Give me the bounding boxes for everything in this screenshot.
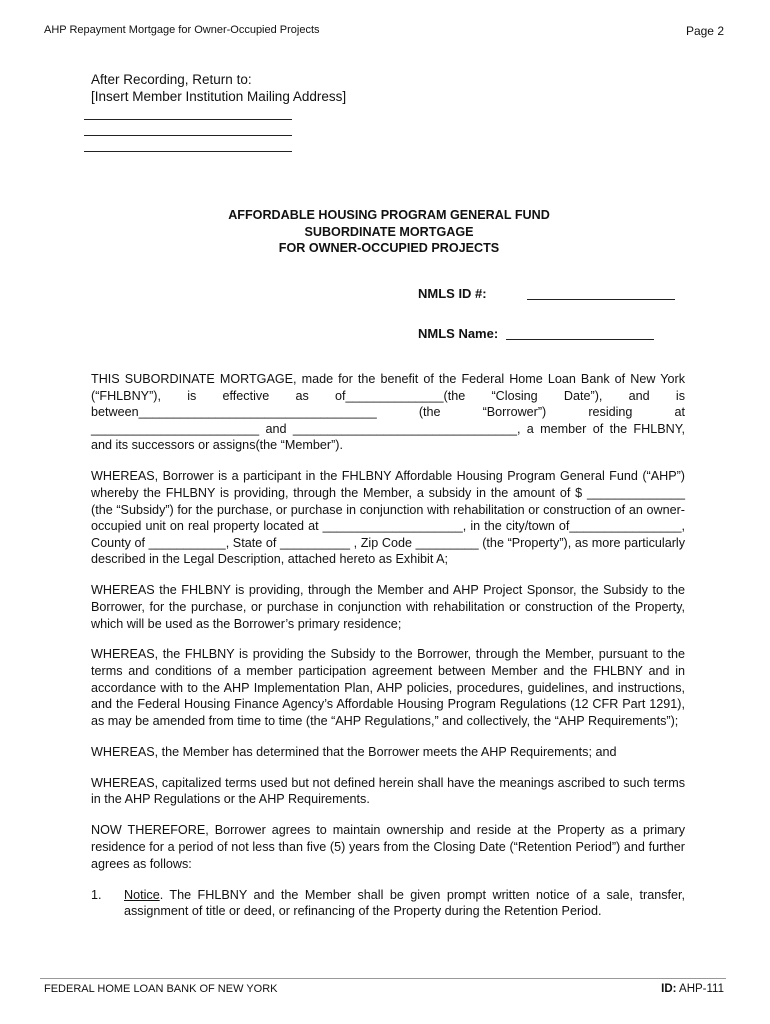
paragraph-whereas-subsidy: WHEREAS, Borrower is a participant in the FHLBNY Affordable Housing Program General Fund (“AHP”) whereby the FHLBNY is providing, through the Member, a subsidy in the amount of $ ______________ (the “Subsidy”) for the purchase, or purchase in conjunction with rehabilitation or construction of an owner-occupied unit on real property located at ____________________, in the city/town of________________, County of ___________, State of __________ , Zip Code _________ (the “Property”), as more particularly described in the Legal Description, attached hereto as Exhibit A;	[91, 469, 685, 567]
paragraph-preamble: THIS SUBORDINATE MORTGAGE, made for the benefit of the Federal Home Loan Bank of New York (“FHLBNY”), is effective as of______________(the “Closing Date”), and is between__________________________________ (the “Borrower”) residing at ________________________ and ________________________________, a member of the FHLBNY, and its successors or assigns(the “Member”).	[91, 372, 685, 453]
nmls-name-blank	[506, 339, 654, 340]
page-number: Page 2	[685, 24, 724, 38]
return-address-block	[91, 71, 346, 105]
nmls-name-field	[418, 326, 654, 341]
list-item-heading: Notice	[124, 887, 160, 902]
paragraph-whereas-definitions: WHEREAS, capitalized terms used but not defined herein shall have the meanings ascribed to such terms in the AHP Regulations or the AHP Requirements.	[91, 775, 685, 807]
nmls-id-label: NMLS ID #:	[418, 286, 487, 301]
title-line-2: SUBORDINATE MORTGAGE	[304, 224, 474, 239]
footer-divider	[40, 978, 726, 979]
return-address-placeholder: [Insert Member Institution Mailing Address]	[91, 89, 347, 104]
document-title	[91, 207, 687, 257]
address-blank-line	[84, 119, 292, 120]
address-blank-line	[84, 151, 292, 152]
list-item-number: 1.	[91, 887, 102, 902]
list-item-text	[124, 887, 685, 920]
footer-form-id	[661, 983, 724, 995]
list-item-body: . The FHLBNY and the Member shall be given prompt written notice of a sale, transfer, assignment of title or deed, or refinancing of the Property during the Retention Period.	[124, 887, 685, 919]
return-to-label: After Recording, Return to:	[91, 72, 252, 87]
footer-id-value: AHP-111	[679, 983, 724, 995]
footer-id-label: ID:	[661, 983, 677, 995]
list-item-notice	[91, 887, 685, 920]
nmls-id-blank	[527, 299, 675, 300]
address-blank-lines	[84, 104, 292, 152]
nmls-name-label: NMLS Name:	[418, 326, 499, 341]
paragraph-whereas-regulations: WHEREAS, the FHLBNY is providing the Subsidy to the Borrower, through the Member, pursuant to the terms and conditions of a member participation agreement between Member and the FHLBNY and in accordance with to the AHP Implementation Plan, AHP policies, procedures, guidelines, and instructions, and the Federal Housing Finance Agency’s Affordable Housing Program Regulations (12 CFR Part 1291), as may be amended from time to time (the “AHP Regulations,” and collectively, the “AHP Requirements”);	[91, 647, 685, 728]
title-line-3: FOR OWNER-OCCUPIED PROJECTS	[278, 241, 500, 255]
running-header-title: AHP Repayment Mortgage for Owner-Occupied Projects	[44, 24, 320, 36]
title-line-1: AFFORDABLE HOUSING PROGRAM GENERAL FUND	[228, 208, 550, 222]
address-blank-line	[84, 135, 292, 136]
mortgage-body	[91, 371, 685, 920]
footer-bank-name: FEDERAL HOME LOAN BANK OF NEW YORK	[44, 983, 278, 995]
paragraph-now-therefore: NOW THEREFORE, Borrower agrees to maintain ownership and reside at the Property as a primary residence for a period of not less than five (5) years from the Closing Date (“Retention Period”) and further agrees as follows:	[91, 823, 685, 871]
nmls-id-field	[418, 286, 675, 301]
paragraph-whereas-eligibility: WHEREAS, the Member has determined that the Borrower meets the AHP Requirements; and	[91, 744, 617, 759]
paragraph-whereas-sponsor: WHEREAS the FHLBNY is providing, through the Member and AHP Project Sponsor, the Subsidy to the Borrower, for the purchase, or purchase in conjunction with rehabilitation or construction of the Property, which will be used as the Borrower’s primary residence;	[91, 583, 685, 631]
